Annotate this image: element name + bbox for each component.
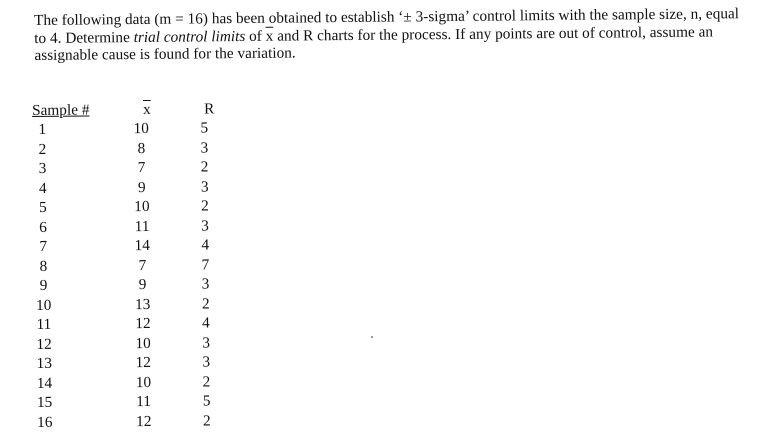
cell-r: 2 [202, 411, 211, 430]
table-row [34, 275, 234, 296]
problem-text-part2: of [245, 27, 266, 45]
cell-xbar: 13 [135, 295, 151, 313]
cell-xbar: 11 [134, 217, 150, 235]
cell-sample: 5 [39, 198, 47, 216]
table-row [34, 353, 234, 374]
cell-sample: 4 [38, 179, 47, 197]
cell-xbar: 10 [134, 197, 150, 216]
table-row [34, 314, 234, 335]
cell-r: 5 [200, 119, 209, 137]
cell-sample: 3 [38, 159, 47, 177]
cell-sample: 10 [36, 296, 52, 314]
xbar-symbol: $\overline{x}$ [265, 27, 274, 45]
cell-sample: 9 [39, 276, 48, 294]
cell-xbar: 12 [135, 353, 151, 372]
table-row [35, 412, 235, 433]
problem-text-part3: and R charts for the process. If any points are out of control, assume an assignable cause is found for the variation. [34, 22, 714, 64]
table-row [35, 392, 235, 413]
cell-xbar: 9 [137, 178, 146, 196]
cell-sample: 15 [36, 393, 53, 411]
table-row [33, 256, 233, 277]
cell-r: 2 [201, 294, 210, 313]
cell-r: 4 [202, 314, 210, 332]
cell-sample: 1 [38, 120, 47, 138]
stray-dot [371, 336, 373, 338]
cell-xbar: 7 [137, 159, 146, 177]
table-row [34, 295, 234, 316]
cell-sample: 13 [36, 354, 52, 372]
cell-r: 3 [201, 275, 210, 293]
cell-r: 3 [201, 216, 209, 235]
cell-xbar: 8 [137, 139, 146, 157]
problem-text-part1: The following data (m = 16) has been obtained to establish ‘± 3-sigma’ control limits with the sample size, n, equal to 4. Determine [34, 5, 740, 47]
header-r: R [203, 100, 215, 118]
cell-xbar: 10 [133, 119, 149, 138]
cell-sample: 11 [36, 315, 52, 333]
problem-text-italic: trial control limits [133, 27, 246, 46]
cell-xbar: 12 [136, 412, 152, 430]
table-row [33, 217, 233, 238]
table-row [33, 158, 233, 179]
table-row [33, 178, 233, 199]
header-sample: Sample # [32, 101, 90, 119]
cell-sample: 7 [39, 237, 48, 255]
cell-xbar: 7 [138, 256, 147, 274]
cell-r: 3 [200, 138, 209, 157]
table-row [33, 236, 233, 257]
cell-sample: 16 [37, 413, 53, 431]
cell-xbar: 12 [135, 314, 151, 333]
cell-r: 5 [202, 392, 211, 410]
cell-sample: 6 [39, 218, 47, 236]
cell-xbar: 10 [135, 334, 151, 352]
table-body [32, 119, 235, 433]
header-xbar: $\overline{x}$ [142, 100, 151, 119]
table-header [32, 100, 232, 121]
cell-sample: 8 [39, 257, 48, 275]
problem-statement [34, 5, 746, 64]
data-table [32, 100, 235, 433]
cell-xbar: 10 [135, 373, 152, 391]
cell-r: 2 [200, 158, 209, 176]
table-row [34, 373, 234, 394]
table-row [34, 334, 234, 355]
cell-r: 3 [202, 333, 211, 352]
cell-xbar: 11 [136, 392, 152, 411]
cell-sample: 12 [36, 335, 52, 353]
cell-r: 4 [201, 236, 210, 254]
cell-r: 3 [200, 177, 209, 196]
cell-sample: 14 [36, 374, 53, 392]
cell-xbar: 9 [138, 276, 147, 294]
cell-r: 3 [202, 353, 211, 371]
table-row [33, 197, 233, 218]
table-row [32, 119, 232, 140]
table-row [32, 139, 232, 160]
cell-r: 7 [201, 255, 210, 274]
cell-r: 2 [201, 197, 209, 215]
cell-xbar: 14 [134, 236, 150, 255]
cell-sample: 2 [38, 140, 47, 158]
cell-r: 2 [202, 372, 211, 391]
